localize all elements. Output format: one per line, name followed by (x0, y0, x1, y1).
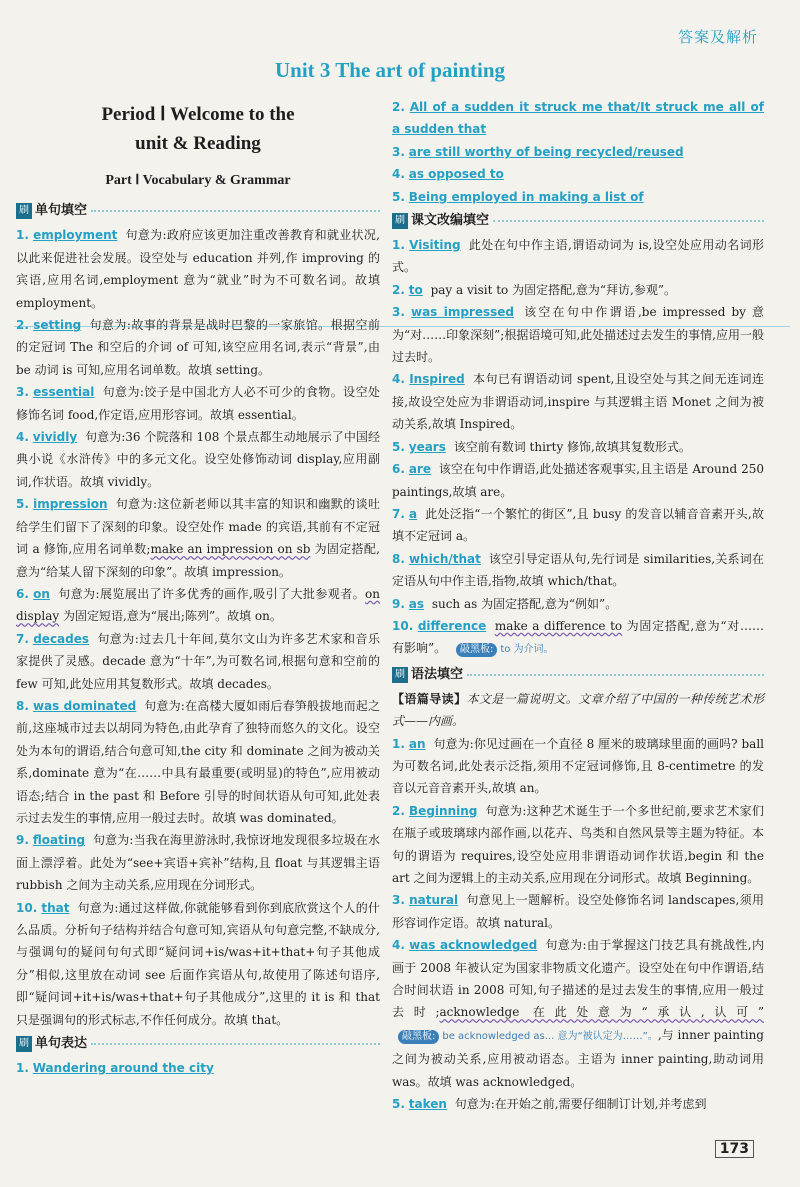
brush-badge-icon: 刷 (16, 1036, 32, 1052)
answer-item: 5. years 该空前有数词 thirty 修饰,故填其复数形式。 (392, 439, 691, 454)
explanation: 本句已有谓语动词 spent,且设空处与其之间无连词连接,故设空处应为非谓语动词,inspire 与其逻辑主语 Monet 之间为被动关系,故填 Inspired。 (392, 372, 764, 432)
answer-item: 10. difference make a difference to 为固定搭配,意为“对……有影响”。 敲黑板: to 为介词。 (392, 615, 764, 662)
section-title: 单句填空 (35, 203, 88, 219)
section-header-text-adaptation (392, 210, 764, 232)
answer-word: impression (33, 497, 108, 512)
answer-word: Beginning (409, 803, 478, 818)
answer-item: 8. which/that 该空引导定语从句,先行词是 similarities,关系词在定语从句中作主语,指物,故填 which/that。 (392, 551, 764, 589)
answer-item: 6. on 句意为:展览展出了许多优秀的画作,吸引了大批参观者。on display 为固定短语,意为“展出;陈列”。故填 on。 (16, 586, 380, 624)
answer-item: 4. Inspired 本句已有谓语动词 spent,且设空处与其之间无连词连接,故设空处应为非谓语动词,inspire 与其逻辑主语 Monet 之间为被动关系,故填 Inspired。 (392, 372, 764, 432)
explanation: 句意为:36 个院落和 108 个景点都生动地展示了中国经典小说《水浒传》中的多元文化。设空处修饰动词 display,应用副词,作状语。故填 vividly。 (16, 430, 380, 489)
wavy-phrase: on display (16, 586, 380, 624)
explanation: 句意为:政府应该更加注重改善教育和就业状况,以此来促进社会发展。设空处与 education 并列,作 improving 的宾语,应用名词,employment 意为“就业”时为不可数名词。故填 employment。 (16, 228, 380, 310)
explanation: 该空在句中作谓语,be impressed by 意为“对……印象深刻”;根据语境可知,此处描述过去发生的事情,应用一般过去时。 (392, 305, 765, 365)
answer-word: essential (33, 385, 95, 400)
explanation: 句意为:这位新老师以其丰富的知识和幽默的谈吐给学生们留下了深刻的印象。设空处作 made 的宾语,其前有不定冠词 a 修饰,应用名词单数; (16, 497, 380, 557)
header-label: 答案及解析 (677, 28, 758, 46)
answer-word: an (408, 736, 426, 751)
answer-word: as (408, 596, 424, 611)
explanation: such as 为固定搭配,意为“例如”。 (431, 596, 618, 611)
brush-badge-icon: 刷 (16, 203, 32, 219)
explanation: 句意为:你见过画在一个直径 8 厘米的玻璃球里面的画吗? ball 为可数名词,此处表示泛指,须用不定冠词修饰,且 8-centimetre 的发音以元音音素开头,故填 an。 (392, 736, 764, 796)
answer-item: 5. taken 句意为:在开始之前,需要仔细制订计划,并考虑到 (392, 1097, 707, 1112)
dotted-divider (91, 210, 380, 212)
key-note-tag: 敲黑板: (456, 643, 497, 657)
period-title (16, 100, 380, 158)
answer-word: are still worthy of being recycled/reused (408, 144, 684, 159)
answer-word: vividly (32, 430, 78, 445)
answer-item: 2. to pay a visit to 为固定搭配,意为“拜访,参观”。 (392, 282, 676, 297)
answer-word: are (408, 462, 431, 477)
answer-item: 10. that 句意为:通过这样做,你就能够看到你到底欣赏这个人的什么品质。分析句子结构并结合句意可知,宾语从句句意完整,不缺成分,与强调句的疑问句句式即“疑问词+is/was+it+that+句子其他成分”相似,这里放在动词 see 后面作宾语从句,故使用了陈述句语序,即“疑问词+it+is/was+that+句子其他成分”,这里的 it is 和 that 只是强调句的形式标志,不作任何成分。故填 that。 (16, 900, 380, 1027)
answer-word: Being employed in making a list of (408, 189, 644, 204)
explanation: 为固定搭配,意为“对……有影响”。 (392, 618, 764, 656)
dotted-divider (493, 220, 764, 222)
answer-item: 7. a 此处泛指“一个繁忙的街区”,且 busy 的发音以辅音音素开头,故填不定冠词 a。 (392, 506, 764, 544)
explanation: 该空引导定语从句,先行词是 similarities,关系词在定语从句中作主语,指物,故填 which/that。 (392, 551, 764, 589)
answer-word: Wandering around the city (32, 1061, 214, 1076)
answer-item: 1. Wandering around the city (16, 1061, 214, 1076)
answer-item: 3. was impressed 该空在句中作谓语,be impressed by 意为“对……印象深刻”;根据语境可知,此处描述过去发生的事情,应用一般过去时。 (392, 305, 765, 365)
answer-item: 2. All of a sudden it struck me that/It struck me all of a sudden that (392, 100, 764, 137)
answer-item: 2. setting 句意为:故事的背景是战时巴黎的一家旅馆。根据空前的定冠词 The 和空后的介词 of 可知,该空应用名词,表示“背景”,由 be 动词 is 可知,应用名词单数。故填 setting。 (16, 318, 380, 377)
answer-word: on (33, 586, 50, 601)
period-title-line1: Period Ⅰ Welcome to the (101, 104, 295, 125)
page-number: 173 (715, 1140, 754, 1158)
answer-item: 5. Being employed in making a list of (392, 189, 644, 204)
unit-title: Unit 3 The art of painting (274, 58, 506, 82)
answer-item: 3. essential 句意为:饺子是中国北方人必不可少的食物。设空处修饰名词 food,作定语,应用形容词。故填 essential。 (16, 385, 380, 422)
answer-item: 4. as opposed to (392, 167, 504, 182)
part-title: Part Ⅰ Vocabulary & Grammar (105, 173, 291, 188)
answer-item: 7. decades 句意为:过去几十年间,莫尔文山为许多艺术家和音乐家提供了灵感。decade 意为“十年”,为可数名词,根据句意和空前的 few 可知,此处应用其复数形式。故填 decades。 (16, 631, 380, 691)
explanation: 句意为:过去几十年间,莫尔文山为许多艺术家和音乐家提供了灵感。decade 意为“十年”,为可数名词,根据句意和空前的 few 可知,此处应用其复数形式。故填 decades。 (16, 631, 380, 691)
section-title: 单句表达 (35, 1035, 88, 1051)
answer-item: 1. an 句意为:你见过画在一个直径 8 厘米的玻璃球里面的画吗? ball 为可数名词,此处表示泛指,须用不定冠词修饰,且 8-centimetre 的发音以元音音素开头,故填 an。 (392, 736, 764, 796)
explanation: 句意为:在开始之前,需要仔细制订计划,并考虑到 (454, 1097, 707, 1112)
answer-word: to (408, 282, 423, 297)
brush-badge-icon: 刷 (392, 667, 408, 683)
answer-word: difference (417, 618, 487, 633)
explanation: 句意为:当我在海里游泳时,我惊讶地发现很多垃圾在水面上漂浮着。此处为“see+宾语+宾补”结构,且 float 与其逻辑主语 rubbish 之间为主动关系,应用现在分词形式。 (16, 833, 380, 893)
key-note-tag: 敲黑板: (398, 1030, 439, 1044)
wavy-phrase: acknowledge 在此处意为“承认,认可” (439, 1005, 764, 1020)
key-note-text: to 为介词。 (500, 644, 554, 656)
answer-word: floating (32, 833, 86, 848)
passage-guide-text: 本文是一篇说明文。文章介绍了中国的一种传统艺术形式——内画。 (392, 691, 764, 729)
answer-item: 3. natural 句意见上一题解析。设空处修饰名词 landscapes,须用形容词作定语。故填 natural。 (392, 893, 764, 930)
answer-word: a (409, 506, 418, 521)
answer-item: 4. vividly 句意为:36 个院落和 108 个景点都生动地展示了中国经典小说《水浒传》中的多元文化。设空处修饰动词 display,应用副词,作状语。故填 vividly。 (16, 430, 380, 489)
answer-word: as opposed to (408, 167, 504, 182)
explanation: 该空前有数词 thirty 修饰,故填其复数形式。 (453, 439, 691, 454)
answer-word: was acknowledged (409, 938, 538, 953)
passage-guide-tag: 【语篇导读】 (392, 691, 467, 706)
answer-item: 4. was acknowledged 句意为:由于掌握这门技艺具有挑战性,内画于 2008 年被认定为国家非物质文化遗产。设空处在句中作谓语,结合时间状语 in 2008 可知,句子描述的是过去发生的事情,应用一般过去时;acknowledge 在此处意为“承认,认可” 敲黑板: be acknowledged as... 意为“被认定为……”。,与 inner painting 之间为被动关系,应用被动语态。主语为 inner painting,助动词用 was。故填 was acknowledged。 (392, 938, 764, 1089)
explanation: pay a visit to 为固定搭配,意为“拜访,参观”。 (430, 282, 676, 297)
key-note-text: be acknowledged as... 意为“被认定为……”。 (442, 1030, 658, 1042)
answer-item: 1. Visiting 此处在句中作主语,谓语动词为 is,设空处应用动名词形式。 (392, 238, 764, 275)
period-title-line2: unit & Reading (135, 133, 261, 154)
explanation: 此处在句中作主语,谓语动词为 is,设空处应用动名词形式。 (392, 238, 764, 275)
answer-word: decades (33, 631, 90, 646)
dotted-divider (467, 674, 764, 676)
answer-word: setting (33, 318, 82, 333)
section-header-sentence-expression (16, 1033, 380, 1055)
explanation: 为固定短语,意为“展出;陈列”。故填 on。 (59, 609, 282, 624)
brush-badge-icon: 刷 (392, 213, 408, 229)
wavy-phrase: make an impression on sb (150, 542, 311, 557)
explanation: 句意为:在高楼大厦如雨后春笋般拔地而起之前,这座城市过去以胡同为特色,由此孕育了独特而悠久的文化。设空处为本句的谓语,结合句意可知,the city 和 dominate 之间为被动关系,dominate 意为“在……中具有最重要(或明显)的特色”,应用被动语态;结合 in the past 和 Before 引导的时间状语从句可知,此处表示过去发生的事情,应用一般过去时。故填 was dominated。 (16, 698, 380, 825)
answer-word: which/that (408, 551, 481, 566)
wavy-phrase: make a difference to (494, 618, 623, 633)
answer-word: that (41, 900, 70, 915)
key-note (398, 1026, 658, 1048)
answer-item: 3. are still worthy of being recycled/reused (392, 144, 684, 159)
answer-item: 9. as such as 为固定搭配,意为“例如”。 (392, 596, 618, 611)
left-column (16, 96, 380, 1079)
explanation: 句意为:饺子是中国北方人必不可少的食物。设空处修饰名词 food,作定语,应用形容词。故填 essential。 (16, 385, 380, 422)
answer-word: was dominated (32, 698, 137, 713)
explanation: 句意为:故事的背景是战时巴黎的一家旅馆。根据空前的定冠词 The 和空后的介词 of 可知,该空应用名词,表示“背景”,由 be 动词 is 可知,应用名词单数。故填 setting。 (16, 318, 380, 377)
section-title: 课文改编填空 (411, 212, 490, 228)
passage-guide (392, 688, 764, 733)
answer-word: Visiting (409, 238, 461, 253)
answer-item: 2. Beginning 句意为:这种艺术诞生于一个多世纪前,要求艺术家们在瓶子或玻璃球内部作画,以花卉、鸟类和自然风景等主题为特征。本句的谓语为 requires,设空处应用非谓语动词作状语,begin 和 the art 之间为逻辑上的主动关系,应用现在分词形式。故填 Beginning。 (392, 803, 764, 885)
answer-item: 6. are 该空在句中作谓语,此处描述客观事实,且主语是 Around 250 paintings,故填 are。 (392, 462, 764, 499)
key-note (456, 639, 554, 661)
answer-word: years (408, 439, 446, 454)
answer-word: taken (408, 1097, 447, 1112)
answer-item: 5. impression 句意为:这位新老师以其丰富的知识和幽默的谈吐给学生们留下了深刻的印象。设空处作 made 的宾语,其前有不定冠词 a 修饰,应用名词单数;make an impression on sb 为固定搭配,意为“给某人留下深刻的印象”。故填 impression。 (16, 497, 380, 579)
answer-word: employment (33, 228, 118, 243)
explanation: 句意为:展览展出了许多优秀的画作,吸引了大批参观者。 (58, 586, 366, 601)
explanation: 此处泛指“一个繁忙的街区”,且 busy 的发音以辅音音素开头,故填不定冠词 a。 (392, 506, 764, 544)
explanation: 句意见上一题解析。设空处修饰名词 landscapes,须用形容词作定语。故填 natural。 (392, 893, 764, 930)
answer-item: 8. was dominated 句意为:在高楼大厦如雨后春笋般拔地而起之前,这座城市过去以胡同为特色,由此孕育了独特而悠久的文化。设空处为本句的谓语,结合句意可知,the city 和 dominate 之间为被动关系,dominate 意为“在……中具有最重要(或明显)的特色”,应用被动语态;结合 in the past 和 Before 引导的时间状语从句可知,此处表示过去发生的事情,应用一般过去时。故填 was dominated。 (16, 698, 380, 825)
right-column (392, 96, 764, 1115)
explanation: 句意为:由于掌握这门技艺具有挑战性,内画于 2008 年被认定为国家非物质文化遗产。设空处在句中作谓语,结合时间状语 in 2008 可知,句子描述的是过去发生的事情,应用一般过去时; (392, 938, 764, 1020)
answer-item: 1. employment 句意为:政府应该更加注重改善教育和就业状况,以此来促进社会发展。设空处与 education 并列,作 improving 的宾语,应用名词,employment 意为“就业”时为不可数名词。故填 employment。 (16, 228, 380, 310)
section-title: 语法填空 (411, 666, 464, 682)
answer-item: 9. floating 句意为:当我在海里游泳时,我惊讶地发现很多垃圾在水面上漂浮着。此处为“see+宾语+宾补”结构,且 float 与其逻辑主语 rubbish 之间为主动关系,应用现在分词形式。 (16, 833, 380, 893)
answer-word: Inspired (409, 372, 465, 387)
explanation: ,与 inner painting 之间为被动关系,应用被动语态。主语为 inner painting,助动词用 was。故填 was acknowledged。 (392, 1027, 764, 1089)
explanation: 该空在句中作谓语,此处描述客观事实,且主语是 Around 250 paintings,故填 are。 (392, 462, 764, 499)
explanation: 为固定搭配,意为“给某人留下深刻的印象”。故填 impression。 (16, 542, 380, 579)
explanation: 句意为:通过这样做,你就能够看到你到底欣赏这个人的什么品质。分析句子结构并结合句意可知,宾语从句句意完整,不缺成分,与强调句的疑问句句式即“疑问词+is/was+it+that+句子其他成分”相似,这里放在动词 see 后面作宾语从句,故使用了陈述句语序,即“疑问词+it+is/was+that+句子其他成分”,这里的 it is 和 that 只是强调句的形式标志,不作任何成分。故填 that。 (16, 900, 380, 1027)
explanation: 句意为:这种艺术诞生于一个多世纪前,要求艺术家们在瓶子或玻璃球内部作画,以花卉、鸟类和自然风景等主题为特征。本句的谓语为 requires,设空处应用非谓语动词作状语,begin 和 the art 之间为逻辑上的主动关系,应用现在分词形式。故填 Beginning。 (392, 803, 764, 885)
answer-word: was impressed (410, 305, 515, 320)
answer-word: natural (409, 893, 459, 908)
dotted-divider (91, 1043, 380, 1045)
section-header-single-fill (16, 200, 380, 222)
section-header-grammar-fill (392, 664, 764, 686)
answer-word: All of a sudden it struck me that/It struck me all of a sudden that (392, 100, 764, 137)
